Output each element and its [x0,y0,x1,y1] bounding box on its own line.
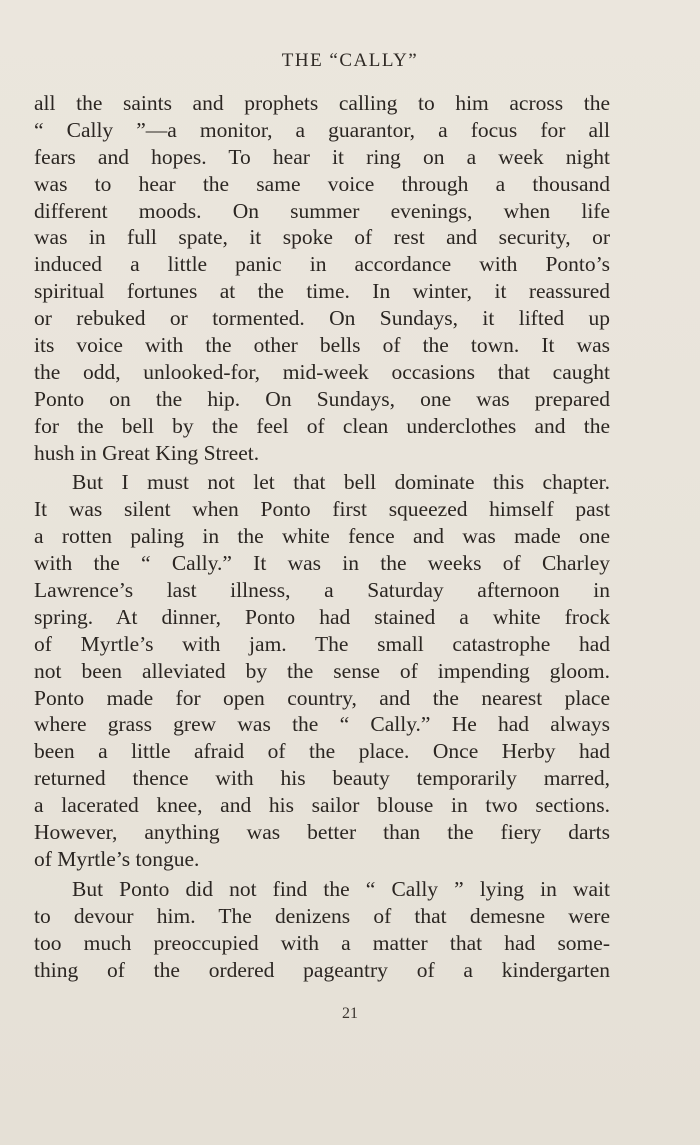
page-number: 21 [342,1005,358,1022]
text-line: too much preoccupied with a matter that had some- [34,930,610,955]
text-line: spring. At dinner, Ponto had stained a white frock [34,604,610,629]
text-line: for the bell by the feel of clean underclothes and the [34,413,610,438]
paragraph-1 [34,90,610,466]
text-line: a lacerated knee, and his sailor blouse in two sections. [34,793,610,818]
text-line: not been alleviated by the sense of impending gloom. [34,658,610,683]
text-line: its voice with the other bells of the town. It was [34,333,610,358]
running-head: THE “CALLY” [281,50,419,71]
text-line: of Myrtle’s with jam. The small catastrophe had [34,631,610,656]
text-line: all the saints and prophets calling to him across the [34,91,610,115]
text-line: the odd, unlooked-for, mid-week occasions that caught [34,359,610,384]
text-line: to devour him. The denizens of that demesne were [34,903,610,928]
text-line: thing of the ordered pageantry of a kindergarten [34,957,610,982]
text-line: was to hear the same voice through a thousand [34,171,610,196]
text-line: But Ponto did not find the “ Cally ” lying in wait [72,876,610,901]
text-line: a rotten paling in the white fence and was made one [34,524,610,549]
text-line: hush in Great King Street. [34,440,260,465]
text-line: spiritual fortunes at the time. In winter, it reassured [34,279,610,304]
text-line: where grass grew was the “ Cally.” He had always [34,712,610,737]
text-line: with the “ Cally.” It was in the weeks of Charley [34,551,610,576]
text-line: was in full spate, it spoke of rest and security, or [34,225,610,250]
text-line: But I must not let that bell dominate this chapter. [72,470,610,495]
text-line: of Myrtle’s tongue. [34,846,200,871]
text-line: Ponto made for open country, and the nearest place [34,685,610,710]
text-line: or rebuked or tormented. On Sundays, it lifted up [34,306,610,331]
text-line: different moods. On summer evenings, when life [34,198,610,223]
text-line: been a little afraid of the place. Once Herby had [34,739,610,764]
body-text [34,90,610,983]
text-line: However, anything was better than the fiery darts [34,820,610,845]
text-line: induced a little panic in accordance with Ponto’s [34,252,610,277]
text-line: Ponto on the hip. On Sundays, one was prepared [34,386,610,411]
paragraph-2 [34,469,610,872]
paragraph-3 [34,876,610,984]
text-line: fears and hopes. To hear it ring on a week night [34,144,610,169]
text-line: Lawrence’s last illness, a Saturday afternoon in [34,578,610,603]
text-line: It was silent when Ponto first squeezed himself past [34,497,610,522]
text-line: returned thence with his beauty temporarily marred, [34,766,610,791]
text-line: “ Cally ”—a monitor, a guarantor, a focus for all [34,117,610,142]
